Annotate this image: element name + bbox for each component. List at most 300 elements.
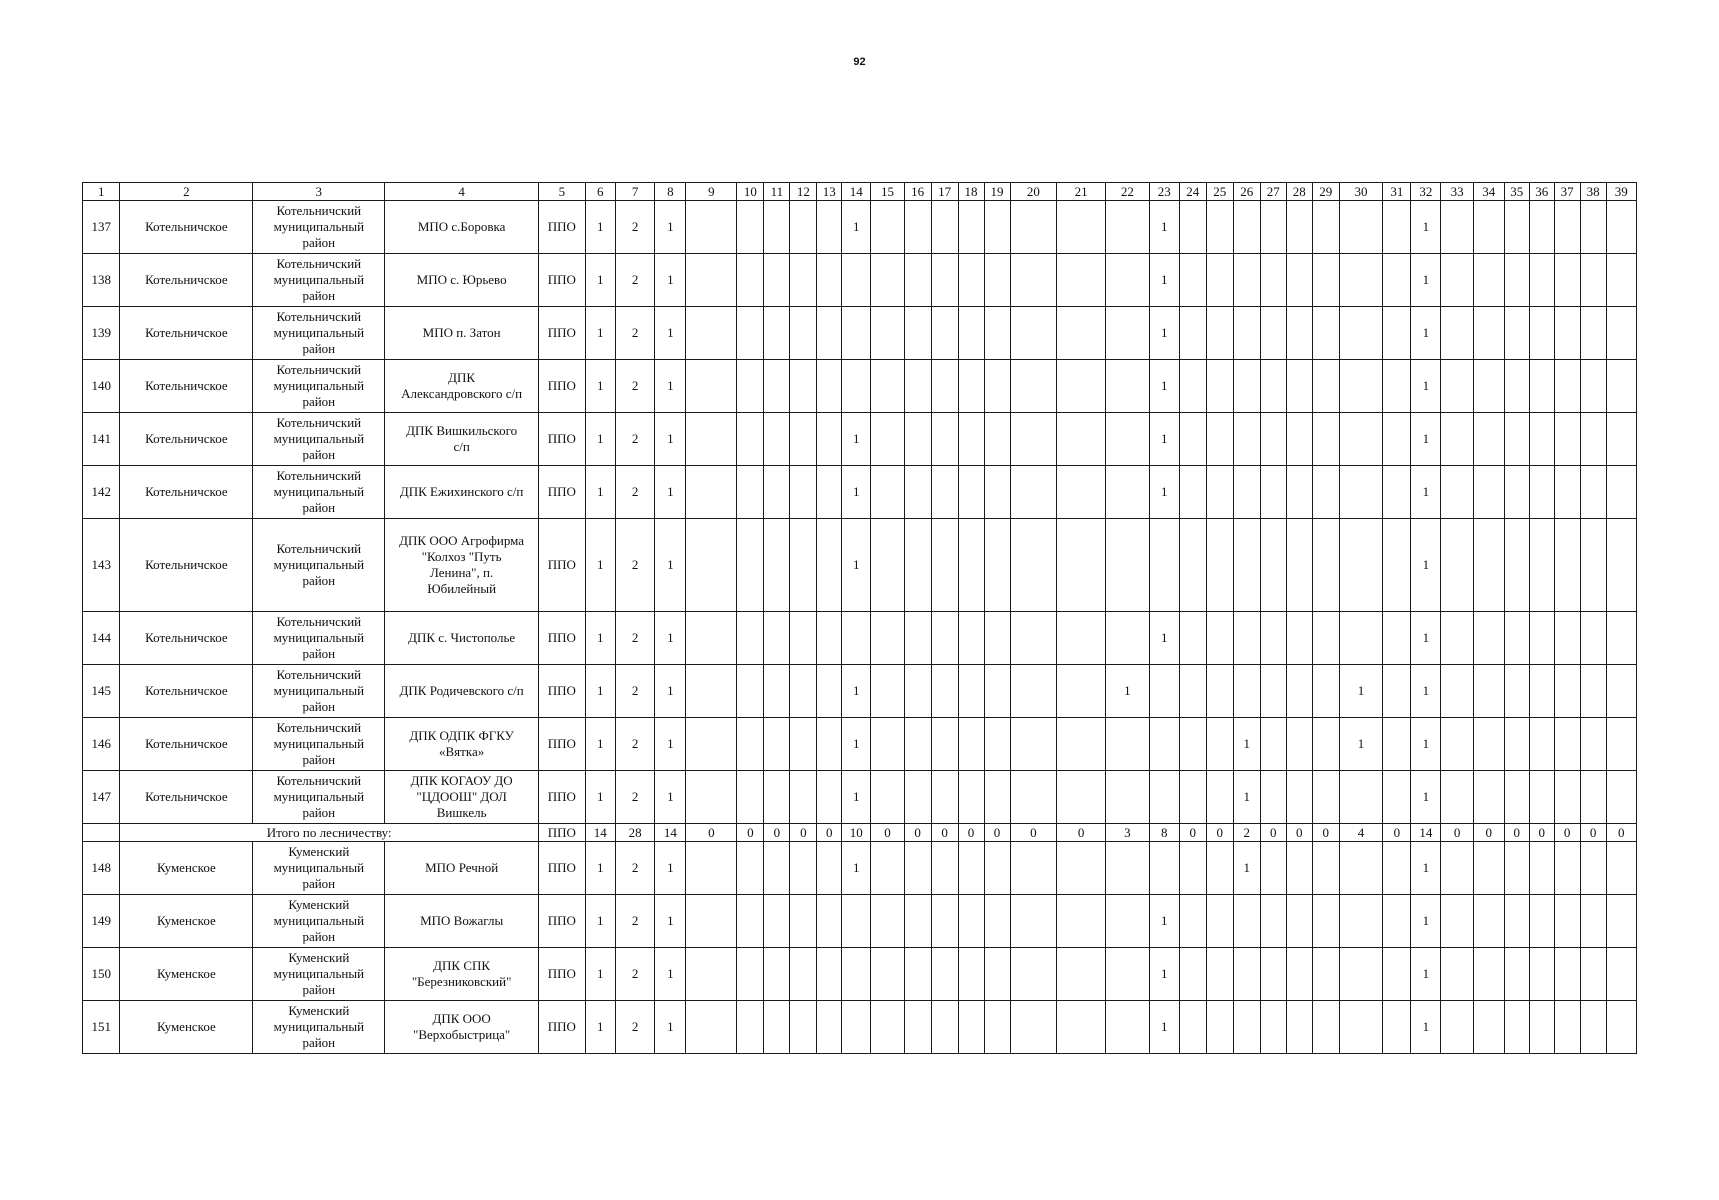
data-cell bbox=[764, 201, 790, 254]
data-cell bbox=[1441, 360, 1473, 413]
data-cell: 1 bbox=[1411, 612, 1441, 665]
data-cell bbox=[1057, 254, 1106, 307]
data-cell bbox=[904, 1001, 931, 1054]
data-cell bbox=[1504, 948, 1529, 1001]
page-number: 92 bbox=[853, 56, 866, 68]
data-cell bbox=[1286, 519, 1312, 612]
object-line: с/п bbox=[453, 439, 470, 454]
data-cell bbox=[817, 895, 842, 948]
data-cell bbox=[1504, 665, 1529, 718]
data-cell bbox=[958, 948, 984, 1001]
data-cell bbox=[1106, 519, 1150, 612]
data-cell bbox=[1149, 771, 1179, 824]
data-cell bbox=[737, 360, 764, 413]
data-cell: 1 bbox=[842, 466, 871, 519]
column-header: 8 bbox=[655, 183, 686, 201]
district-line: район bbox=[302, 288, 336, 303]
total-value: 3 bbox=[1106, 824, 1150, 842]
data-cell bbox=[871, 948, 904, 1001]
cell-c6: 1 bbox=[585, 307, 615, 360]
data-cell: 1 bbox=[1339, 665, 1383, 718]
total-value: 0 bbox=[931, 824, 958, 842]
data-cell bbox=[817, 718, 842, 771]
data-cell bbox=[1473, 612, 1504, 665]
data-cell bbox=[1504, 360, 1529, 413]
object-line: МПО с.Боровка bbox=[417, 219, 506, 234]
cell-c7: 2 bbox=[615, 771, 654, 824]
data-cell bbox=[1179, 718, 1206, 771]
data-cell bbox=[764, 307, 790, 360]
cell-c8: 1 bbox=[655, 665, 686, 718]
data-cell bbox=[904, 771, 931, 824]
row-number: 146 bbox=[83, 718, 120, 771]
data-cell bbox=[1606, 1001, 1636, 1054]
data-cell bbox=[984, 842, 1010, 895]
data-cell bbox=[1010, 254, 1057, 307]
data-cell bbox=[871, 413, 904, 466]
data-cell bbox=[1010, 519, 1057, 612]
table-row bbox=[83, 665, 1637, 718]
data-cell bbox=[958, 718, 984, 771]
data-cell: 1 bbox=[842, 201, 871, 254]
data-cell bbox=[764, 895, 790, 948]
row-number: 141 bbox=[83, 413, 120, 466]
district-line: район bbox=[302, 876, 336, 891]
district-line: район bbox=[302, 500, 336, 515]
total-value: 14 bbox=[655, 824, 686, 842]
cell-c8: 1 bbox=[655, 254, 686, 307]
data-cell bbox=[1580, 519, 1606, 612]
data-cell bbox=[1580, 948, 1606, 1001]
data-cell: 1 bbox=[1149, 1001, 1179, 1054]
data-cell bbox=[1106, 895, 1150, 948]
data-cell bbox=[1312, 519, 1339, 612]
data-cell bbox=[1383, 254, 1411, 307]
data-cell: 1 bbox=[1411, 718, 1441, 771]
data-cell bbox=[1383, 771, 1411, 824]
data-cell bbox=[1504, 895, 1529, 948]
object-line: "Колхоз "Путь bbox=[421, 549, 502, 564]
data-cell bbox=[1339, 307, 1383, 360]
data-cell bbox=[1554, 413, 1580, 466]
data-cell bbox=[686, 612, 737, 665]
data-cell bbox=[1529, 201, 1554, 254]
data-cell bbox=[1580, 413, 1606, 466]
data-cell bbox=[1441, 665, 1473, 718]
data-cell bbox=[904, 718, 931, 771]
column-header: 12 bbox=[790, 183, 817, 201]
total-label: Итого по лесничеству: bbox=[120, 824, 539, 842]
data-cell bbox=[1606, 895, 1636, 948]
column-header: 4 bbox=[385, 183, 539, 201]
object-line: ДПК Родичевского с/п bbox=[399, 683, 524, 698]
data-cell bbox=[1504, 612, 1529, 665]
data-cell bbox=[1010, 842, 1057, 895]
data-cell bbox=[984, 413, 1010, 466]
column-header: 30 bbox=[1339, 183, 1383, 201]
district-line: Котельничский bbox=[276, 203, 362, 218]
data-cell bbox=[1312, 413, 1339, 466]
data-cell bbox=[1106, 413, 1150, 466]
data-cell bbox=[764, 948, 790, 1001]
data-cell: 1 bbox=[1411, 948, 1441, 1001]
data-cell bbox=[1606, 771, 1636, 824]
data-cell bbox=[931, 519, 958, 612]
district-line: Котельничский bbox=[276, 720, 362, 735]
district-name bbox=[253, 201, 385, 254]
column-header: 14 bbox=[842, 183, 871, 201]
data-cell bbox=[958, 307, 984, 360]
data-cell bbox=[1606, 948, 1636, 1001]
data-cell bbox=[1554, 360, 1580, 413]
object-line: "Березниковский" bbox=[411, 974, 512, 989]
data-cell bbox=[871, 201, 904, 254]
data-cell bbox=[1441, 718, 1473, 771]
data-cell bbox=[1504, 307, 1529, 360]
data-cell bbox=[1233, 201, 1260, 254]
cell-c8: 1 bbox=[655, 718, 686, 771]
data-cell bbox=[790, 895, 817, 948]
district-line: район bbox=[302, 929, 336, 944]
data-cell bbox=[817, 466, 842, 519]
district-line: район bbox=[302, 394, 336, 409]
total-value: 0 bbox=[958, 824, 984, 842]
data-cell bbox=[1206, 1001, 1233, 1054]
data-cell bbox=[1010, 612, 1057, 665]
data-cell bbox=[764, 1001, 790, 1054]
data-cell bbox=[1206, 612, 1233, 665]
column-header: 18 bbox=[958, 183, 984, 201]
data-cell bbox=[1383, 842, 1411, 895]
data-cell: 1 bbox=[1411, 307, 1441, 360]
row-number: 137 bbox=[83, 201, 120, 254]
data-cell bbox=[737, 307, 764, 360]
data-cell bbox=[1260, 519, 1286, 612]
district-line: район bbox=[302, 646, 336, 661]
data-cell bbox=[1206, 254, 1233, 307]
column-header: 15 bbox=[871, 183, 904, 201]
object-line: ДПК bbox=[448, 370, 476, 385]
data-cell bbox=[1529, 612, 1554, 665]
total-value: 0 bbox=[904, 824, 931, 842]
district-name bbox=[253, 519, 385, 612]
data-cell bbox=[1260, 612, 1286, 665]
data-cell bbox=[1233, 466, 1260, 519]
column-header: 29 bbox=[1312, 183, 1339, 201]
total-value: 0 bbox=[1504, 824, 1529, 842]
data-cell bbox=[1286, 466, 1312, 519]
column-header: 34 bbox=[1473, 183, 1504, 201]
district-line: муниципальный bbox=[273, 630, 365, 645]
data-cell bbox=[1057, 1001, 1106, 1054]
forestry-name: Куменское bbox=[120, 842, 253, 895]
column-header: 17 bbox=[931, 183, 958, 201]
data-cell bbox=[686, 948, 737, 1001]
data-cell bbox=[1441, 771, 1473, 824]
cell-c8: 1 bbox=[655, 413, 686, 466]
data-cell bbox=[686, 842, 737, 895]
data-cell bbox=[1554, 771, 1580, 824]
data-cell bbox=[817, 307, 842, 360]
data-cell bbox=[1383, 466, 1411, 519]
total-value: 0 bbox=[686, 824, 737, 842]
data-cell bbox=[1233, 519, 1260, 612]
data-cell bbox=[1260, 413, 1286, 466]
object-line: ДПК Вишкильского bbox=[406, 423, 518, 438]
data-cell bbox=[764, 612, 790, 665]
district-line: район bbox=[302, 573, 336, 588]
data-cell bbox=[871, 612, 904, 665]
forestry-name: Котельничское bbox=[120, 665, 253, 718]
data-cell bbox=[1529, 718, 1554, 771]
column-header: 11 bbox=[764, 183, 790, 201]
data-cell bbox=[1057, 612, 1106, 665]
column-header: 24 bbox=[1179, 183, 1206, 201]
district-line: Котельничский bbox=[276, 468, 362, 483]
data-cell bbox=[1529, 665, 1554, 718]
data-cell: 1 bbox=[1411, 771, 1441, 824]
data-cell bbox=[1106, 201, 1150, 254]
data-cell bbox=[1010, 895, 1057, 948]
data-cell bbox=[1473, 254, 1504, 307]
data-cell bbox=[1529, 413, 1554, 466]
unit-type: ППО bbox=[539, 466, 586, 519]
data-cell bbox=[790, 612, 817, 665]
column-header: 31 bbox=[1383, 183, 1411, 201]
data-cell: 1 bbox=[1411, 895, 1441, 948]
data-cell bbox=[1286, 1001, 1312, 1054]
data-cell bbox=[1057, 842, 1106, 895]
data-cell bbox=[1339, 413, 1383, 466]
data-cell bbox=[1473, 307, 1504, 360]
data-cell bbox=[790, 718, 817, 771]
data-cell bbox=[1473, 718, 1504, 771]
data-cell bbox=[1554, 201, 1580, 254]
district-line: Куменский bbox=[288, 844, 350, 859]
data-cell bbox=[904, 665, 931, 718]
data-cell bbox=[871, 1001, 904, 1054]
data-cell bbox=[1010, 360, 1057, 413]
district-name bbox=[253, 360, 385, 413]
data-cell bbox=[1504, 466, 1529, 519]
data-cell bbox=[737, 842, 764, 895]
data-cell bbox=[958, 665, 984, 718]
cell-c6: 1 bbox=[585, 665, 615, 718]
column-header: 25 bbox=[1206, 183, 1233, 201]
cell-c7: 2 bbox=[615, 612, 654, 665]
data-cell: 1 bbox=[842, 665, 871, 718]
data-cell bbox=[817, 1001, 842, 1054]
data-cell bbox=[871, 771, 904, 824]
data-cell bbox=[1441, 413, 1473, 466]
cell-c7: 2 bbox=[615, 466, 654, 519]
object-line: Вишкель bbox=[436, 805, 487, 820]
column-header: 21 bbox=[1057, 183, 1106, 201]
data-cell bbox=[1504, 842, 1529, 895]
data-cell bbox=[1233, 254, 1260, 307]
forestry-name: Куменское bbox=[120, 948, 253, 1001]
data-cell bbox=[1383, 307, 1411, 360]
column-header: 28 bbox=[1286, 183, 1312, 201]
data-cell bbox=[1286, 413, 1312, 466]
data-cell bbox=[737, 413, 764, 466]
object-line: МПО с. Юрьево bbox=[416, 272, 507, 287]
data-cell bbox=[686, 718, 737, 771]
data-cell bbox=[958, 519, 984, 612]
data-cell bbox=[1057, 466, 1106, 519]
data-cell: 1 bbox=[842, 771, 871, 824]
data-cell bbox=[764, 718, 790, 771]
cell-c7: 2 bbox=[615, 718, 654, 771]
data-cell bbox=[1233, 307, 1260, 360]
object-name bbox=[385, 612, 539, 665]
data-cell bbox=[737, 254, 764, 307]
data-cell bbox=[1312, 665, 1339, 718]
object-line: МПО Речной bbox=[425, 860, 499, 875]
data-cell bbox=[1504, 1001, 1529, 1054]
data-cell bbox=[1473, 665, 1504, 718]
data-cell bbox=[1529, 254, 1554, 307]
data-cell: 1 bbox=[1339, 718, 1383, 771]
data-cell bbox=[1554, 718, 1580, 771]
data-cell bbox=[958, 612, 984, 665]
data-cell bbox=[737, 948, 764, 1001]
column-header: 39 bbox=[1606, 183, 1636, 201]
total-value: 0 bbox=[984, 824, 1010, 842]
total-type: ППО bbox=[539, 824, 586, 842]
data-cell bbox=[686, 1001, 737, 1054]
data-cell bbox=[1179, 519, 1206, 612]
district-line: район bbox=[302, 982, 336, 997]
object-line: ДПК ООО bbox=[432, 1011, 491, 1026]
data-cell bbox=[1286, 307, 1312, 360]
data-cell: 1 bbox=[1149, 254, 1179, 307]
data-cell bbox=[1383, 718, 1411, 771]
data-cell bbox=[686, 254, 737, 307]
district-line: Котельничский bbox=[276, 541, 362, 556]
column-header: 9 bbox=[686, 183, 737, 201]
data-cell bbox=[790, 466, 817, 519]
data-cell bbox=[817, 254, 842, 307]
object-line: ДПК ОДПК ФГКУ bbox=[409, 728, 514, 743]
data-cell: 1 bbox=[1411, 254, 1441, 307]
district-name bbox=[253, 413, 385, 466]
data-cell bbox=[984, 201, 1010, 254]
data-cell bbox=[737, 665, 764, 718]
data-cell bbox=[1529, 771, 1554, 824]
data-cell bbox=[958, 466, 984, 519]
data-cell bbox=[842, 1001, 871, 1054]
data-cell bbox=[1260, 718, 1286, 771]
data-cell bbox=[1286, 360, 1312, 413]
data-cell bbox=[931, 254, 958, 307]
data-cell bbox=[1260, 771, 1286, 824]
cell-c7: 2 bbox=[615, 948, 654, 1001]
district-line: муниципальный bbox=[273, 557, 365, 572]
data-cell bbox=[1286, 895, 1312, 948]
data-cell bbox=[817, 948, 842, 1001]
data-cell bbox=[1010, 413, 1057, 466]
table-row bbox=[83, 842, 1637, 895]
data-cell bbox=[1286, 254, 1312, 307]
total-value: 0 bbox=[1383, 824, 1411, 842]
data-cell bbox=[931, 413, 958, 466]
data-cell bbox=[790, 1001, 817, 1054]
district-line: Куменский bbox=[288, 897, 350, 912]
forestry-name: Котельничское bbox=[120, 519, 253, 612]
data-cell bbox=[1010, 665, 1057, 718]
data-cell bbox=[1057, 665, 1106, 718]
data-cell bbox=[1106, 612, 1150, 665]
data-cell bbox=[1441, 895, 1473, 948]
object-name bbox=[385, 254, 539, 307]
data-cell bbox=[931, 771, 958, 824]
data-cell bbox=[1286, 612, 1312, 665]
total-value: 0 bbox=[764, 824, 790, 842]
data-cell bbox=[764, 360, 790, 413]
data-cell bbox=[958, 254, 984, 307]
district-line: Куменский bbox=[288, 950, 350, 965]
row-number: 148 bbox=[83, 842, 120, 895]
data-cell bbox=[958, 895, 984, 948]
data-cell bbox=[686, 895, 737, 948]
forestry-name: Котельничское bbox=[120, 612, 253, 665]
table-row bbox=[83, 413, 1637, 466]
data-cell bbox=[1554, 1001, 1580, 1054]
data-cell: 1 bbox=[1149, 948, 1179, 1001]
data-cell bbox=[817, 771, 842, 824]
district-line: муниципальный bbox=[273, 378, 365, 393]
forestry-table bbox=[82, 182, 1637, 1054]
district-name bbox=[253, 254, 385, 307]
data-cell bbox=[984, 612, 1010, 665]
unit-type: ППО bbox=[539, 665, 586, 718]
data-cell bbox=[1010, 771, 1057, 824]
forestry-name: Котельничское bbox=[120, 201, 253, 254]
data-cell bbox=[686, 413, 737, 466]
data-cell bbox=[904, 519, 931, 612]
object-name bbox=[385, 1001, 539, 1054]
data-cell bbox=[1057, 519, 1106, 612]
data-cell bbox=[984, 895, 1010, 948]
data-cell: 1 bbox=[1411, 1001, 1441, 1054]
data-cell bbox=[1339, 895, 1383, 948]
data-cell bbox=[1286, 665, 1312, 718]
data-cell bbox=[1383, 612, 1411, 665]
data-cell bbox=[1149, 718, 1179, 771]
data-cell bbox=[1339, 842, 1383, 895]
data-cell bbox=[904, 254, 931, 307]
forestry-name: Котельничское bbox=[120, 360, 253, 413]
data-cell bbox=[1206, 895, 1233, 948]
data-cell bbox=[686, 771, 737, 824]
district-name bbox=[253, 771, 385, 824]
data-cell bbox=[686, 201, 737, 254]
district-name bbox=[253, 612, 385, 665]
district-name bbox=[253, 307, 385, 360]
cell-c6: 1 bbox=[585, 842, 615, 895]
table-row bbox=[83, 948, 1637, 1001]
data-cell bbox=[984, 718, 1010, 771]
total-value: 0 bbox=[1473, 824, 1504, 842]
data-cell bbox=[790, 665, 817, 718]
data-cell bbox=[1529, 895, 1554, 948]
data-cell bbox=[931, 665, 958, 718]
data-cell bbox=[1580, 895, 1606, 948]
data-cell bbox=[1504, 254, 1529, 307]
cell-c6: 1 bbox=[585, 612, 615, 665]
column-header: 2 bbox=[120, 183, 253, 201]
